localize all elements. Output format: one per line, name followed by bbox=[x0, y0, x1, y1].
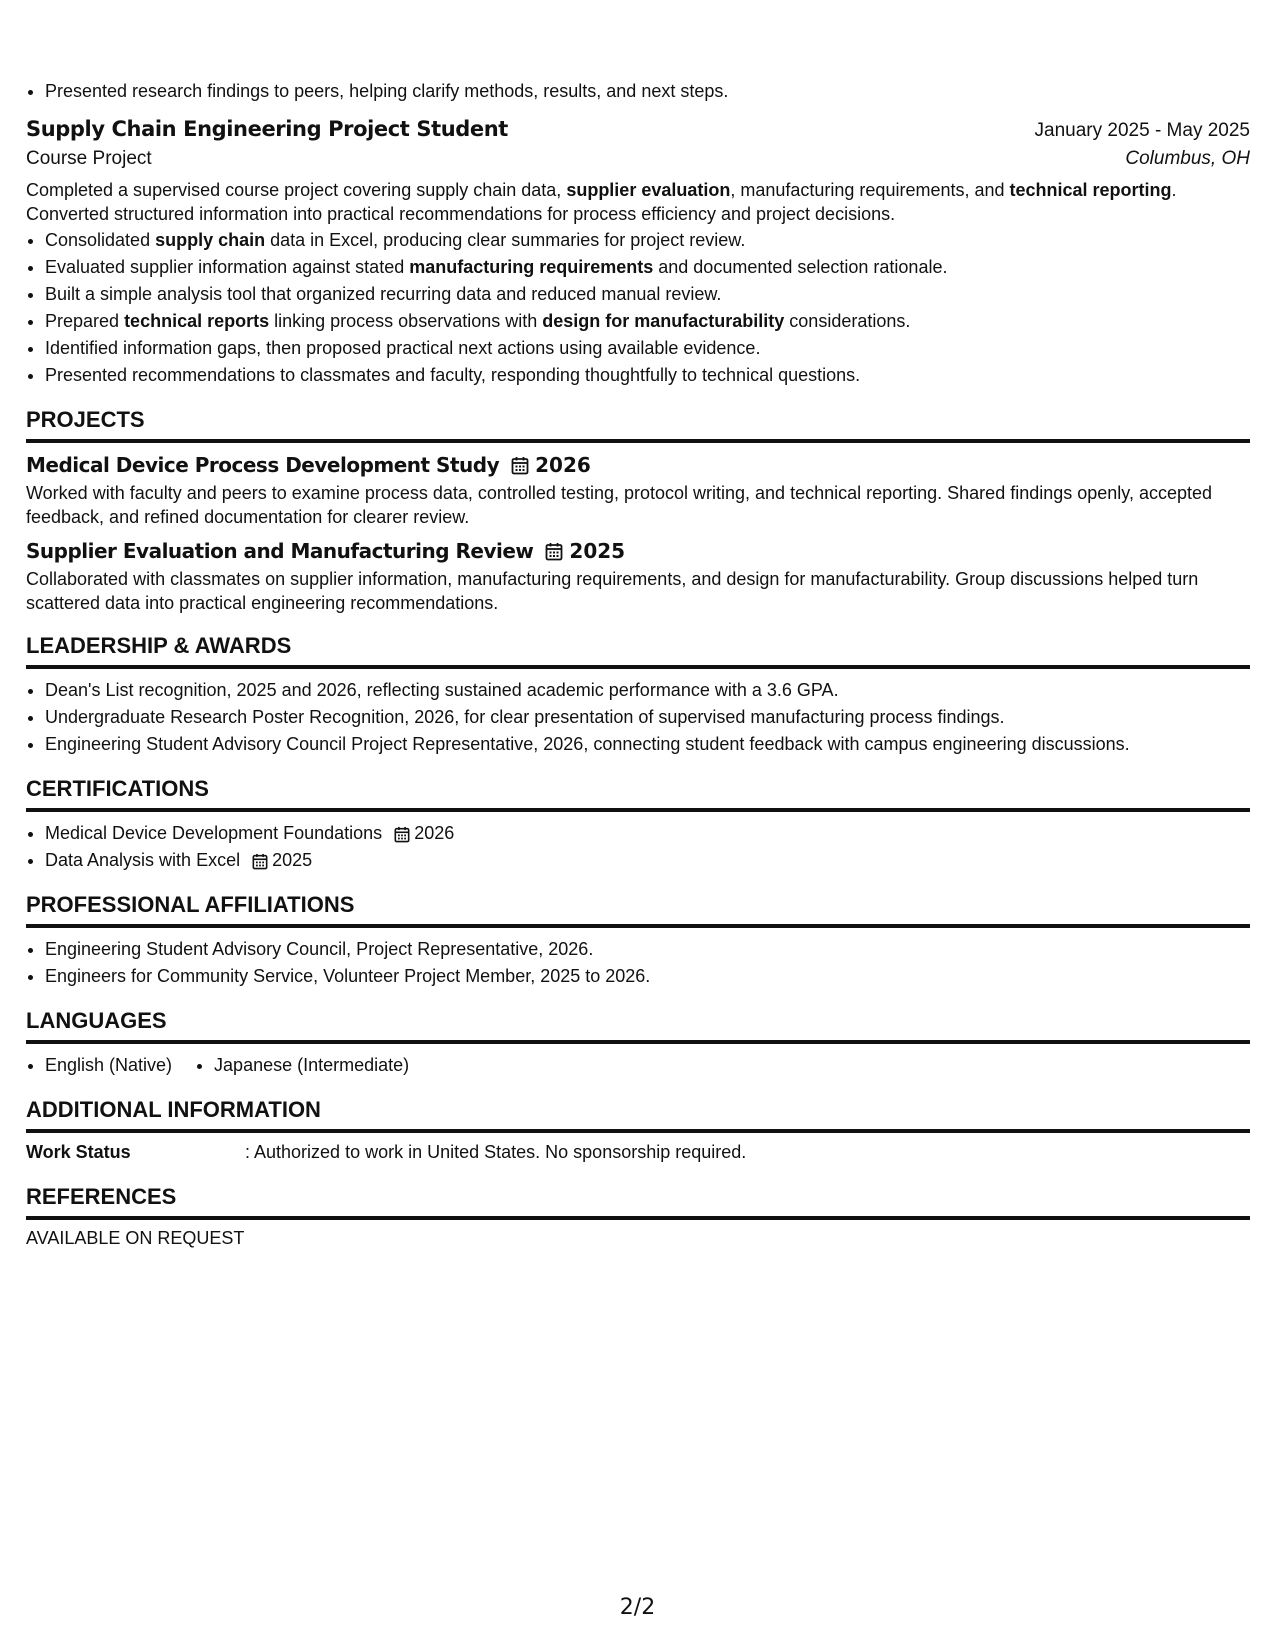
certification-year: 2025 bbox=[272, 850, 313, 870]
work-status-value: : Authorized to work in United States. No sponsorship required. bbox=[245, 1142, 747, 1162]
location: Columbus, OH bbox=[1125, 148, 1250, 169]
list-item: • Engineering Student Advisory Council, Project Representative, 2026. bbox=[45, 936, 1250, 963]
text: and documented selection rationale. bbox=[653, 257, 948, 277]
section-title-languages: LANGUAGES bbox=[26, 1006, 1250, 1044]
list-item: • Engineers for Community Service, Volunteer Project Member, 2025 to 2026. bbox=[45, 963, 1250, 990]
list-item: • Built a simple analysis tool that organized recurring data and reduced manual review. bbox=[45, 281, 1250, 308]
list-item: • Presented research findings to peers, helping clarify methods, results, and next steps. bbox=[45, 78, 1250, 105]
list-item bbox=[45, 847, 1250, 874]
project-description: Collaborated with classmates on supplier information, manufacturing requirements, and design for manufacturability. Group discussions helped turn scattered data into practical engineering recommendations. bbox=[26, 569, 1199, 613]
affiliations-list bbox=[26, 936, 1250, 990]
project-description: Worked with faculty and peers to examine process data, controlled testing, protocol writing, and technical reporting. Shared findings openly, accepted feedback, and refined documentation for clearer review. bbox=[26, 483, 1213, 527]
certification-name: Data Analysis with Excel bbox=[45, 850, 241, 870]
list-item: • English (Native) bbox=[45, 1052, 172, 1079]
list-item bbox=[45, 308, 1250, 335]
bold-text: manufacturing requirements bbox=[409, 257, 654, 277]
calendar-icon bbox=[545, 542, 563, 561]
languages-list bbox=[26, 1052, 1250, 1079]
text: data in Excel, producing clear summaries for project review. bbox=[265, 230, 746, 250]
list-item: • Undergraduate Research Poster Recognition, 2026, for clear presentation of supervised manufacturing process findings. bbox=[45, 704, 1250, 731]
calendar-icon bbox=[511, 456, 529, 475]
section-title-projects: PROJECTS bbox=[26, 405, 1250, 443]
list-item: • Dean's List recognition, 2025 and 2026, reflecting sustained academic performance with a 3.6 GPA. bbox=[45, 677, 1250, 704]
project-header bbox=[26, 539, 1250, 563]
bold-text: technical reporting bbox=[1009, 180, 1172, 200]
list-item: • Engineering Student Advisory Council Project Representative, 2026, connecting student feedback with campus engineering discussions. bbox=[45, 731, 1250, 758]
role-dates: January 2025 - May 2025 bbox=[1034, 120, 1250, 141]
certification-name: Medical Device Development Foundations bbox=[45, 823, 383, 843]
experience-bullets bbox=[26, 227, 1250, 389]
previous-role-bullets bbox=[26, 78, 1250, 105]
project-year: 2026 bbox=[535, 453, 591, 477]
project-title: Supplier Evaluation and Manufacturing Review bbox=[26, 539, 534, 563]
list-item: • Japanese (Intermediate) bbox=[214, 1052, 409, 1079]
project-year: 2025 bbox=[569, 539, 626, 563]
bold-text: technical reports bbox=[124, 311, 270, 331]
section-title-additional: ADDITIONAL INFORMATION bbox=[26, 1095, 1250, 1133]
project-title: Medical Device Process Development Study bbox=[26, 453, 500, 477]
work-status-label: Work Status bbox=[26, 1142, 131, 1162]
text: considerations. bbox=[784, 311, 911, 331]
text: Consolidated bbox=[45, 230, 156, 250]
text: Evaluated supplier information against stated bbox=[45, 257, 410, 277]
text: linking process observations with bbox=[269, 311, 543, 331]
role-title: Supply Chain Engineering Project Student bbox=[26, 117, 508, 141]
experience-description bbox=[26, 178, 1250, 226]
project-header bbox=[26, 453, 1250, 477]
organization-name: Course Project bbox=[26, 148, 152, 169]
list-item bbox=[45, 227, 1250, 254]
experience-subheader bbox=[26, 148, 1250, 170]
list-item: • Presented recommendations to classmates and faculty, responding thoughtfully to technical questions. bbox=[45, 362, 1250, 389]
list-item bbox=[45, 254, 1250, 281]
calendar-icon bbox=[252, 853, 268, 870]
text: , manufacturing requirements, and bbox=[730, 180, 1010, 200]
list-item bbox=[45, 820, 1250, 847]
certifications-list bbox=[26, 820, 1250, 874]
bold-text: design for manufacturability bbox=[542, 311, 785, 331]
bold-text: supplier evaluation bbox=[566, 180, 731, 200]
text: Prepared bbox=[45, 311, 125, 331]
references-text: AVAILABLE ON REQUEST bbox=[26, 1228, 245, 1248]
section-title-certifications: CERTIFICATIONS bbox=[26, 774, 1250, 812]
calendar-icon bbox=[394, 826, 410, 843]
section-title-affiliations: PROFESSIONAL AFFILIATIONS bbox=[26, 890, 1250, 928]
section-title-references: REFERENCES bbox=[26, 1182, 1250, 1220]
additional-info-row bbox=[26, 1139, 1250, 1166]
bold-text: supply chain bbox=[155, 230, 266, 250]
list-item: • Identified information gaps, then proposed practical next actions using available evidence. bbox=[45, 335, 1250, 362]
certification-year: 2026 bbox=[414, 823, 455, 843]
leadership-list bbox=[26, 677, 1250, 758]
page-number: 2/2 bbox=[619, 1595, 656, 1620]
section-title-leadership: LEADERSHIP & AWARDS bbox=[26, 631, 1250, 669]
text: . Converted structured information into practical recommendations for process efficiency and project decisions. bbox=[26, 180, 1177, 224]
resume-page bbox=[26, 0, 1250, 1249]
text: Completed a supervised course project covering supply chain data, bbox=[26, 180, 567, 200]
experience-header bbox=[26, 117, 1250, 142]
